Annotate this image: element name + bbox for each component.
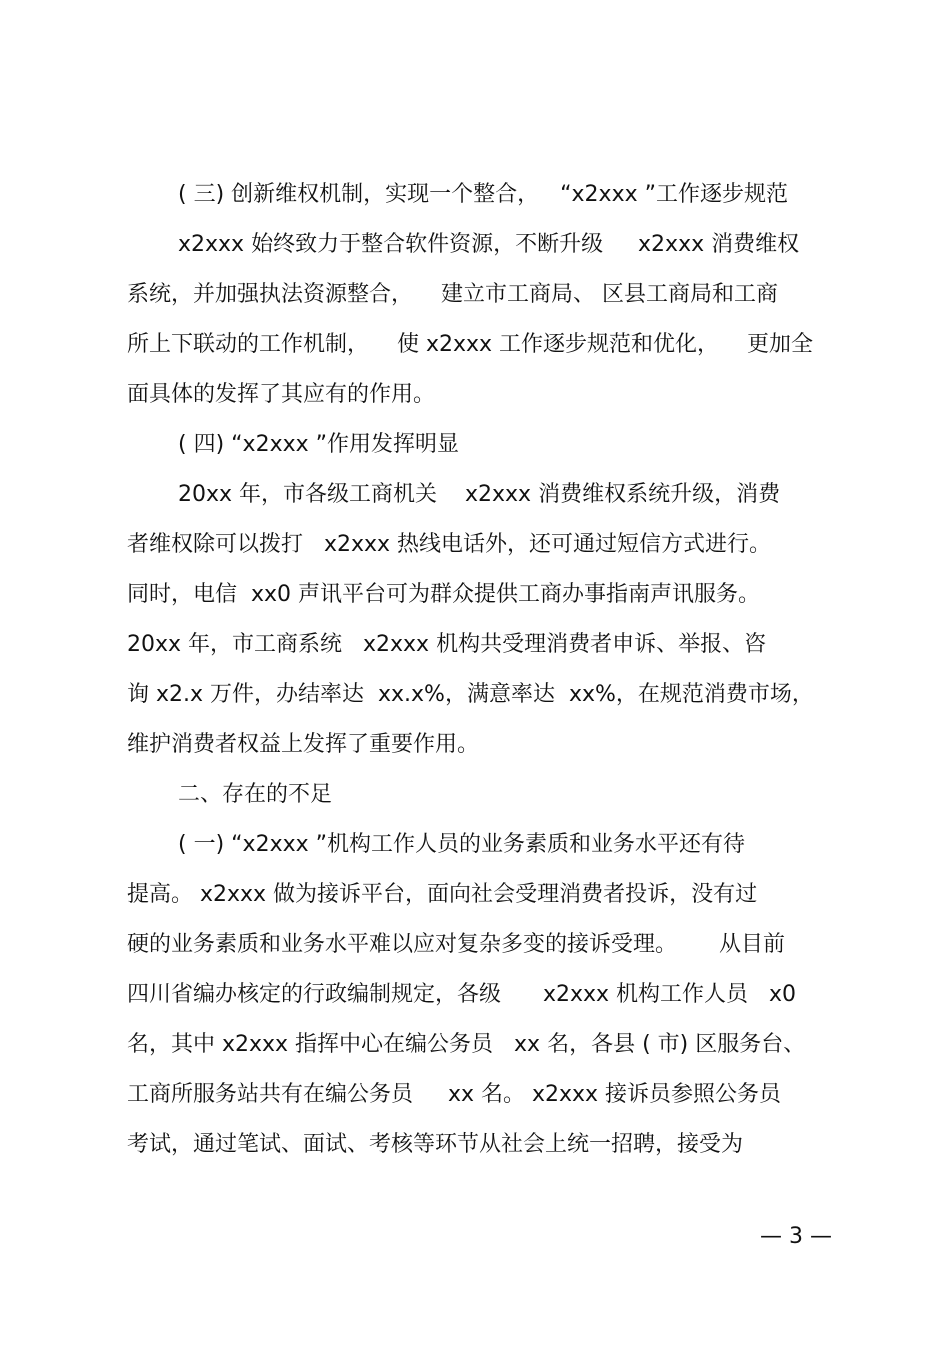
section-heading: 二、存在的不足: [178, 782, 333, 807]
text-line: 工商所服务站共有在编公务员 xx 名。 x2xxx 接诉员参照公务员: [127, 1082, 782, 1107]
section-heading: ( 一) “x2xxx ”机构工作人员的业务素质和业务水平还有待: [178, 832, 746, 857]
text-line: 四川省编办核定的行政编制规定，各级 x2xxx 机构工作人员 x0: [127, 982, 797, 1007]
text-line: 名，其中 x2xxx 指挥中心在编公务员 xx 名，各县 ( 市) 区服务台、: [127, 1032, 806, 1057]
section-heading: ( 四) “x2xxx ”作用发挥明显: [178, 432, 460, 457]
text-line: 询 x2.x 万件，办结率达 xx.x%，满意率达 xx%，在规范消费市场，: [127, 682, 814, 707]
text-line: 同时，电信 xx0 声讯平台可为群众提供工商办事指南声讯服务。: [127, 582, 761, 607]
text-line: ( 三) 创新维权机制，实现一个整合， “x2xxx ”工作逐步规范: [178, 182, 788, 207]
text-line: 提高。 x2xxx 做为接诉平台，面向社会受理消费者投诉，没有过: [127, 882, 758, 907]
text-line: 20xx 年，市各级工商机关 x2xxx 消费维权系统升级，消费: [178, 482, 781, 507]
text-line: 考试，通过笔试、面试、考核等环节从社会上统一招聘，接受为: [127, 1132, 744, 1157]
text-line: 系统，并加强执法资源整合， 建立市工商局、 区县工商局和工商: [127, 282, 778, 307]
text-line: 者维权除可以拨打 x2xxx 热线电话外，还可通过短信方式进行。: [127, 532, 772, 557]
text-line: 20xx 年，市工商系统 x2xxx 机构共受理消费者申诉、举报、咨: [127, 632, 767, 657]
text-line: 维护消费者权益上发挥了重要作用。: [127, 732, 480, 757]
text-line: 硬的业务素质和业务水平难以应对复杂多变的接诉受理。 从目前: [127, 932, 785, 957]
text-line: 面具体的发挥了其应有的作用。: [127, 382, 436, 407]
page-number: — 3 —: [760, 1224, 832, 1249]
text-line: 所上下联动的工作机制， 使 x2xxx 工作逐步规范和优化， 更加全: [127, 332, 814, 357]
text-line: x2xxx 始终致力于整合软件资源，不断升级 x2xxx 消费维权: [178, 232, 800, 257]
